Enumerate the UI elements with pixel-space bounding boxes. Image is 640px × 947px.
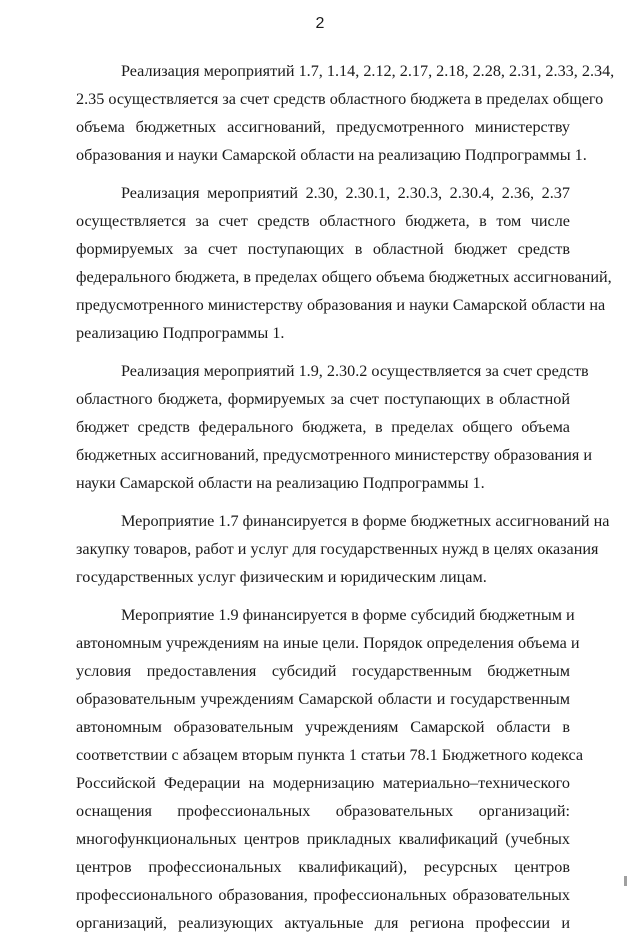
text-line: образовательным учреждениям Самарской области и государственным (76, 690, 570, 708)
page-number: 2 (315, 15, 325, 32)
document-body (76, 57, 615, 947)
text-line: оснащения профессиональных образовательных организаций: (76, 802, 570, 820)
text-line: объема бюджетных ассигнований, предусмотренного министерству (76, 118, 570, 136)
text-line: государственных услуг физическим и юридическим лицам. (76, 568, 487, 586)
text-line: условия предоставления субсидий государственным бюджетным (76, 662, 570, 680)
text-line: образования и науки Самарской области на реализацию Подпрограммы 1. (76, 146, 587, 164)
text-line: автономным образовательным учреждениям Самарской области в (76, 718, 570, 736)
text-line: Реализация мероприятий 1.7, 1.14, 2.12, 2.17, 2.18, 2.28, 2.31, 2.33, 2.34, (121, 62, 615, 80)
text-line: бюджетных ассигнований, предусмотренного министерству образования и (76, 446, 593, 464)
text-line: многофункциональных центров прикладных квалификаций (учебных (76, 830, 570, 848)
paragraph-3 (76, 357, 593, 497)
text-line: Реализация мероприятий 2.30, 2.30.1, 2.30.3, 2.30.4, 2.36, 2.37 (121, 184, 570, 202)
text-line: формируемых за счет поступающих в областной бюджет средств (76, 240, 570, 258)
paragraph-4 (76, 507, 610, 591)
text-line: реализацию Подпрограммы 1. (76, 324, 285, 342)
text-line: Российской Федерации на модернизацию материально–технического (76, 774, 570, 792)
text-line: 2.35 осуществляется за счет средств областного бюджета в пределах общего (76, 90, 604, 108)
text-line: бюджет средств федерального бюджета, в пределах общего объема (76, 418, 570, 436)
text-line: профессионального образования, профессиональных образовательных (76, 886, 570, 904)
text-line: центров профессиональных квалификаций), ресурсных центров (76, 858, 570, 876)
text-line: закупку товаров, работ и услуг для государственных нужд в целях оказания (76, 540, 599, 558)
paragraph-1 (76, 57, 615, 169)
text-line: соответствии с абзацем вторым пункта 1 статьи 78.1 Бюджетного кодекса (76, 746, 584, 764)
text-line: Реализация мероприятий 1.9, 2.30.2 осуществляется за счет средств (121, 362, 589, 380)
text-line: предусмотренного министерству образования и науки Самарской области на (76, 296, 606, 314)
text-line: автономным учреждениям на иные цели. Порядок определения объема и (76, 634, 580, 652)
text-line: организаций, реализующих актуальные для региона профессии и (76, 914, 570, 932)
scan-mark (624, 876, 627, 886)
text-line: федерального бюджета, в пределах общего объема бюджетных ассигнований, (76, 268, 612, 286)
text-line: Мероприятие 1.7 финансируется в форме бюджетных ассигнований на (121, 512, 610, 530)
text-line: науки Самарской области на реализацию Подпрограммы 1. (76, 474, 485, 492)
text-line: осуществляется за счет средств областного бюджета, в том числе (76, 212, 570, 230)
paragraph-5 (76, 601, 584, 937)
text-line: областного бюджета, формируемых за счет поступающих в областной (76, 390, 570, 408)
paragraph-2 (76, 179, 612, 347)
text-line: Мероприятие 1.9 финансируется в форме субсидий бюджетным и (121, 606, 575, 624)
